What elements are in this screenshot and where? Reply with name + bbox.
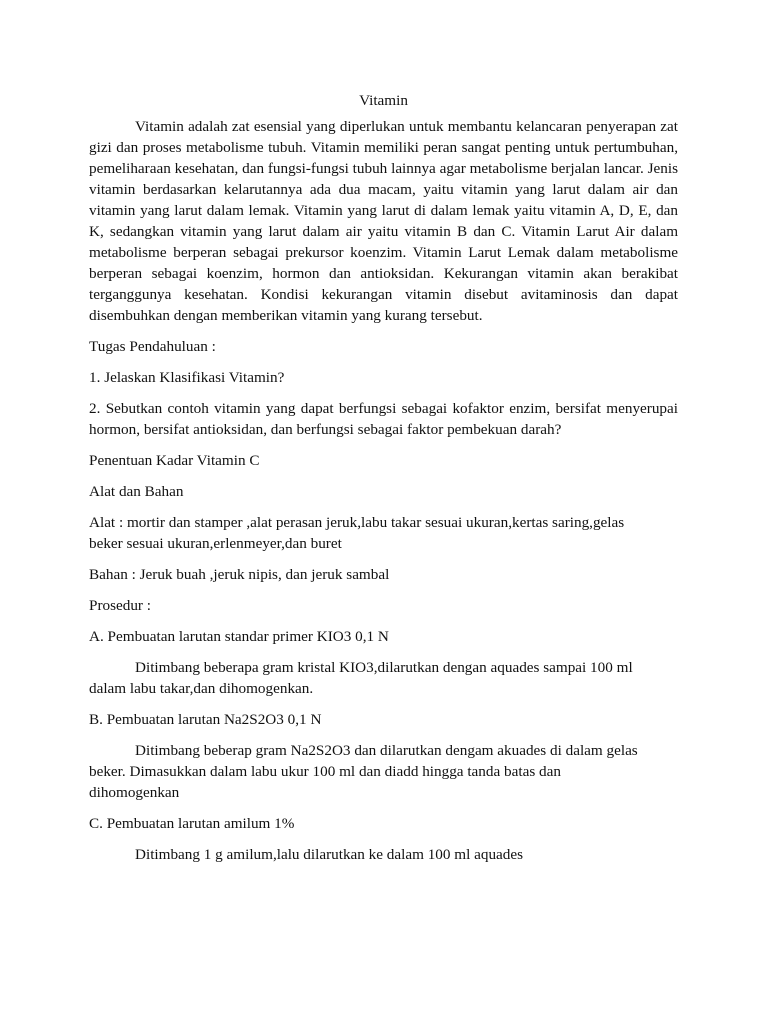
document-body: [89, 90, 678, 865]
alat-paragraph: [89, 512, 678, 554]
intro-line: agar metabolisme berjalan lancar. Jenis vitamin berdasarkan kelarutannya ada dua: [89, 160, 679, 198]
question-2-line: 2. Sebutkan contoh vitamin yang dapat berfungsi sebagai kofaktor enzim, bersifat: [89, 400, 601, 417]
intro-paragraph: [89, 116, 678, 326]
intro-line: yang larut di dalam lemak yaitu vitamin A, D, E, dan K, sedangkan vitamin yang larut: [89, 202, 679, 240]
step-c-heading: C. Pembuatan larutan amilum 1%: [89, 815, 295, 832]
step-b-line: beker. Dimasukkan dalam labu ukur 100 ml dan diadd hingga tanda batas dan: [89, 763, 561, 780]
question-2: [89, 398, 678, 440]
intro-line: Kondisi kekurangan vitamin disebut avitaminosis dan dapat disembuhkan dengan: [89, 286, 678, 324]
intro-line: prekursor koenzim. Vitamin Larut Lemak dalam metabolisme berperan sebagai koenzim,: [89, 244, 679, 282]
step-a-line: Ditimbang beberapa gram kristal KIO3,dilarutkan dengan aquades sampai 100 ml: [135, 659, 633, 676]
step-b-line: dihomogenkan: [89, 784, 180, 801]
intro-line: memberikan vitamin yang kurang tersebut.: [221, 307, 483, 324]
step-b-heading: B. Pembuatan larutan Na2S2O3 0,1 N: [89, 711, 322, 728]
bahan-line: Bahan : Jeruk buah ,jeruk nipis, dan jeruk sambal: [89, 566, 390, 583]
question-1: 1. Jelaskan Klasifikasi Vitamin?: [89, 369, 285, 386]
question-2-line: menyerupai hormon, bersifat antioksidan, dan berfungsi sebagai faktor pembekuan: [89, 400, 678, 438]
intro-line: penting untuk pertumbuhan, pemeliharaan kesehatan, dan fungsi-fungsi tubuh lainnya: [89, 139, 678, 177]
step-b-paragraph: [89, 740, 678, 803]
intro-line: dalam air yaitu vitamin B dan C. Vitamin Larut Air dalam metabolisme berperan sebagai: [89, 223, 679, 261]
intro-line: penyerapan zat gizi dan proses metabolisme tubuh. Vitamin memiliki peran sangat: [89, 118, 678, 156]
step-a-line: dalam labu takar,dan dihomogenkan.: [89, 680, 314, 697]
question-2-line: darah?: [520, 421, 562, 438]
alat-bahan-heading: Alat dan Bahan: [89, 483, 184, 500]
intro-line: macam, yaitu vitamin yang larut dalam air dan vitamin yang larut dalam lemak. Vitamin: [89, 181, 679, 219]
step-b-line: Ditimbang beberap gram Na2S2O3 dan dilarutkan dengam akuades di dalam gelas: [135, 742, 638, 759]
alat-line: beker sesuai ukuran,erlenmeyer,dan buret: [89, 535, 342, 552]
intro-line: hormon dan antioksidan. Kekurangan vitamin akan berakibat terganggunya kesehatan.: [89, 265, 678, 303]
document-title: Vitamin: [359, 92, 408, 109]
intro-line: Vitamin adalah zat esensial yang diperlukan untuk membantu kelancaran: [135, 118, 582, 135]
step-c-paragraph: Ditimbang 1 g amilum,lalu dilarutkan ke dalam 100 ml aquades: [135, 846, 524, 863]
step-a-heading: A. Pembuatan larutan standar primer KIO3 0,1 N: [89, 628, 389, 645]
alat-line: Alat : mortir dan stamper ,alat perasan jeruk,labu takar sesuai ukuran,kertas saring,gelas: [89, 514, 625, 531]
step-a-paragraph: [89, 657, 678, 699]
section-title: Penentuan Kadar Vitamin C: [89, 452, 260, 469]
prosedur-heading: Prosedur :: [89, 597, 152, 614]
tugas-heading: Tugas Pendahuluan :: [89, 338, 216, 355]
